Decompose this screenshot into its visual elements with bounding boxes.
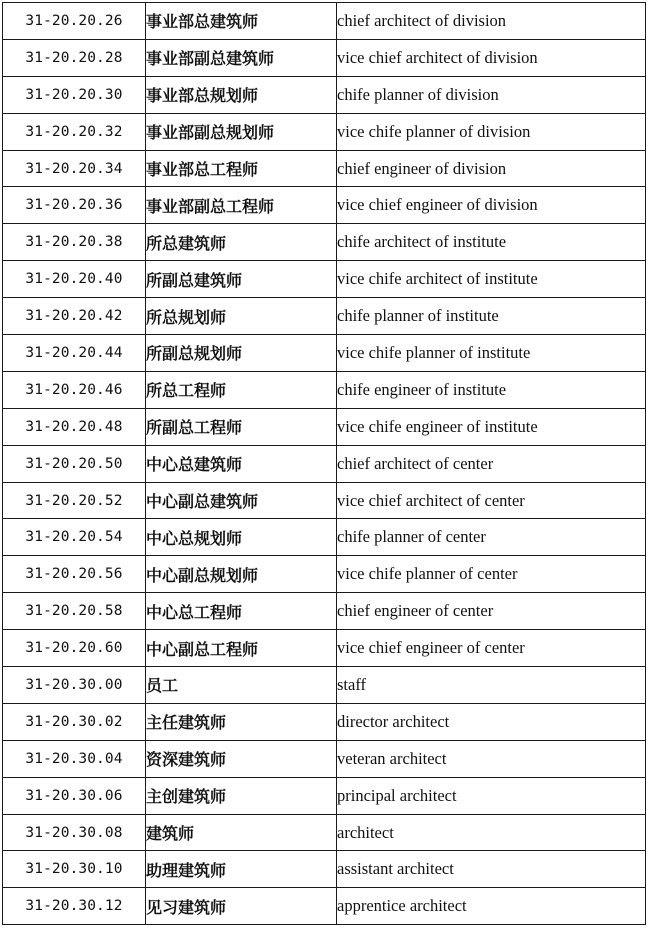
table-row	[3, 39, 646, 76]
table-row	[3, 187, 646, 224]
english-term-cell: chief architect of center	[337, 445, 646, 482]
code-cell: 31-20.20.38	[3, 224, 146, 261]
chinese-term-cell: 中心总工程师	[146, 593, 337, 630]
chinese-term-cell: 事业部总工程师	[146, 150, 337, 187]
english-term-cell: chief engineer of division	[337, 150, 646, 187]
english-term-cell: chief architect of division	[337, 3, 646, 40]
table-row	[3, 298, 646, 335]
code-cell: 31-20.20.44	[3, 335, 146, 372]
code-cell: 31-20.30.00	[3, 667, 146, 704]
english-term-cell: staff	[337, 667, 646, 704]
code-cell: 31-20.20.56	[3, 556, 146, 593]
chinese-term-cell: 中心总建筑师	[146, 445, 337, 482]
chinese-term-cell: 事业部副总工程师	[146, 187, 337, 224]
table-row	[3, 261, 646, 298]
chinese-term-cell: 事业部总规划师	[146, 76, 337, 113]
english-term-cell: chife planner of institute	[337, 298, 646, 335]
table-row	[3, 408, 646, 445]
table-row	[3, 76, 646, 113]
english-term-cell: vice chief engineer of center	[337, 630, 646, 667]
english-term-cell: architect	[337, 814, 646, 851]
code-cell: 31-20.20.34	[3, 150, 146, 187]
table-row	[3, 519, 646, 556]
table-row	[3, 740, 646, 777]
english-term-cell: vice chife planner of division	[337, 113, 646, 150]
chinese-term-cell: 中心副总工程师	[146, 630, 337, 667]
table-row	[3, 667, 646, 704]
chinese-term-cell: 中心总规划师	[146, 519, 337, 556]
code-cell: 31-20.20.40	[3, 261, 146, 298]
code-cell: 31-20.20.60	[3, 630, 146, 667]
chinese-term-cell: 事业部副总建筑师	[146, 39, 337, 76]
english-term-cell: vice chife planner of institute	[337, 335, 646, 372]
chinese-term-cell: 主创建筑师	[146, 777, 337, 814]
chinese-term-cell: 所副总建筑师	[146, 261, 337, 298]
chinese-term-cell: 事业部副总规划师	[146, 113, 337, 150]
code-cell: 31-20.20.50	[3, 445, 146, 482]
code-cell: 31-20.30.12	[3, 888, 146, 925]
chinese-term-cell: 资深建筑师	[146, 740, 337, 777]
english-term-cell: vice chife architect of institute	[337, 261, 646, 298]
chinese-term-cell: 所副总规划师	[146, 335, 337, 372]
english-term-cell: director architect	[337, 703, 646, 740]
document-page	[2, 2, 645, 940]
english-term-cell: vice chief architect of center	[337, 482, 646, 519]
chinese-term-cell: 所总规划师	[146, 298, 337, 335]
code-cell: 31-20.30.10	[3, 851, 146, 888]
english-term-cell: principal architect	[337, 777, 646, 814]
table-row	[3, 113, 646, 150]
code-cell: 31-20.20.58	[3, 593, 146, 630]
table-body	[3, 3, 646, 925]
english-term-cell: vice chief architect of division	[337, 39, 646, 76]
code-cell: 31-20.20.28	[3, 39, 146, 76]
english-term-cell: chife planner of division	[337, 76, 646, 113]
english-term-cell: chife planner of center	[337, 519, 646, 556]
code-cell: 31-20.30.06	[3, 777, 146, 814]
english-term-cell: chife engineer of institute	[337, 371, 646, 408]
chinese-term-cell: 建筑师	[146, 814, 337, 851]
english-term-cell: vice chief engineer of division	[337, 187, 646, 224]
table-row	[3, 3, 646, 40]
chinese-term-cell: 所总建筑师	[146, 224, 337, 261]
code-cell: 31-20.20.36	[3, 187, 146, 224]
code-cell: 31-20.20.42	[3, 298, 146, 335]
english-term-cell: vice chife planner of center	[337, 556, 646, 593]
code-cell: 31-20.20.30	[3, 76, 146, 113]
table-row	[3, 482, 646, 519]
code-cell: 31-20.20.52	[3, 482, 146, 519]
code-cell: 31-20.30.04	[3, 740, 146, 777]
chinese-term-cell: 见习建筑师	[146, 888, 337, 925]
table-row	[3, 224, 646, 261]
english-term-cell: chief engineer of center	[337, 593, 646, 630]
chinese-term-cell: 中心副总建筑师	[146, 482, 337, 519]
chinese-term-cell: 所总工程师	[146, 371, 337, 408]
code-cell: 31-20.20.32	[3, 113, 146, 150]
table-row	[3, 150, 646, 187]
chinese-term-cell: 所副总工程师	[146, 408, 337, 445]
chinese-term-cell: 员工	[146, 667, 337, 704]
table-row	[3, 777, 646, 814]
chinese-term-cell: 助理建筑师	[146, 851, 337, 888]
table-row	[3, 630, 646, 667]
table-row	[3, 703, 646, 740]
code-cell: 31-20.20.26	[3, 3, 146, 40]
table-row	[3, 593, 646, 630]
table-row	[3, 851, 646, 888]
english-term-cell: chife architect of institute	[337, 224, 646, 261]
table-row	[3, 814, 646, 851]
table-row	[3, 556, 646, 593]
code-cell: 31-20.20.48	[3, 408, 146, 445]
table-row	[3, 335, 646, 372]
english-term-cell: veteran architect	[337, 740, 646, 777]
code-cell: 31-20.30.02	[3, 703, 146, 740]
code-cell: 31-20.20.46	[3, 371, 146, 408]
english-term-cell: apprentice architect	[337, 888, 646, 925]
table-row	[3, 888, 646, 925]
table-row	[3, 445, 646, 482]
code-cell: 31-20.30.08	[3, 814, 146, 851]
classification-table	[2, 2, 646, 925]
chinese-term-cell: 主任建筑师	[146, 703, 337, 740]
table-row	[3, 371, 646, 408]
chinese-term-cell: 事业部总建筑师	[146, 3, 337, 40]
chinese-term-cell: 中心副总规划师	[146, 556, 337, 593]
code-cell: 31-20.20.54	[3, 519, 146, 556]
english-term-cell: vice chife engineer of institute	[337, 408, 646, 445]
english-term-cell: assistant architect	[337, 851, 646, 888]
